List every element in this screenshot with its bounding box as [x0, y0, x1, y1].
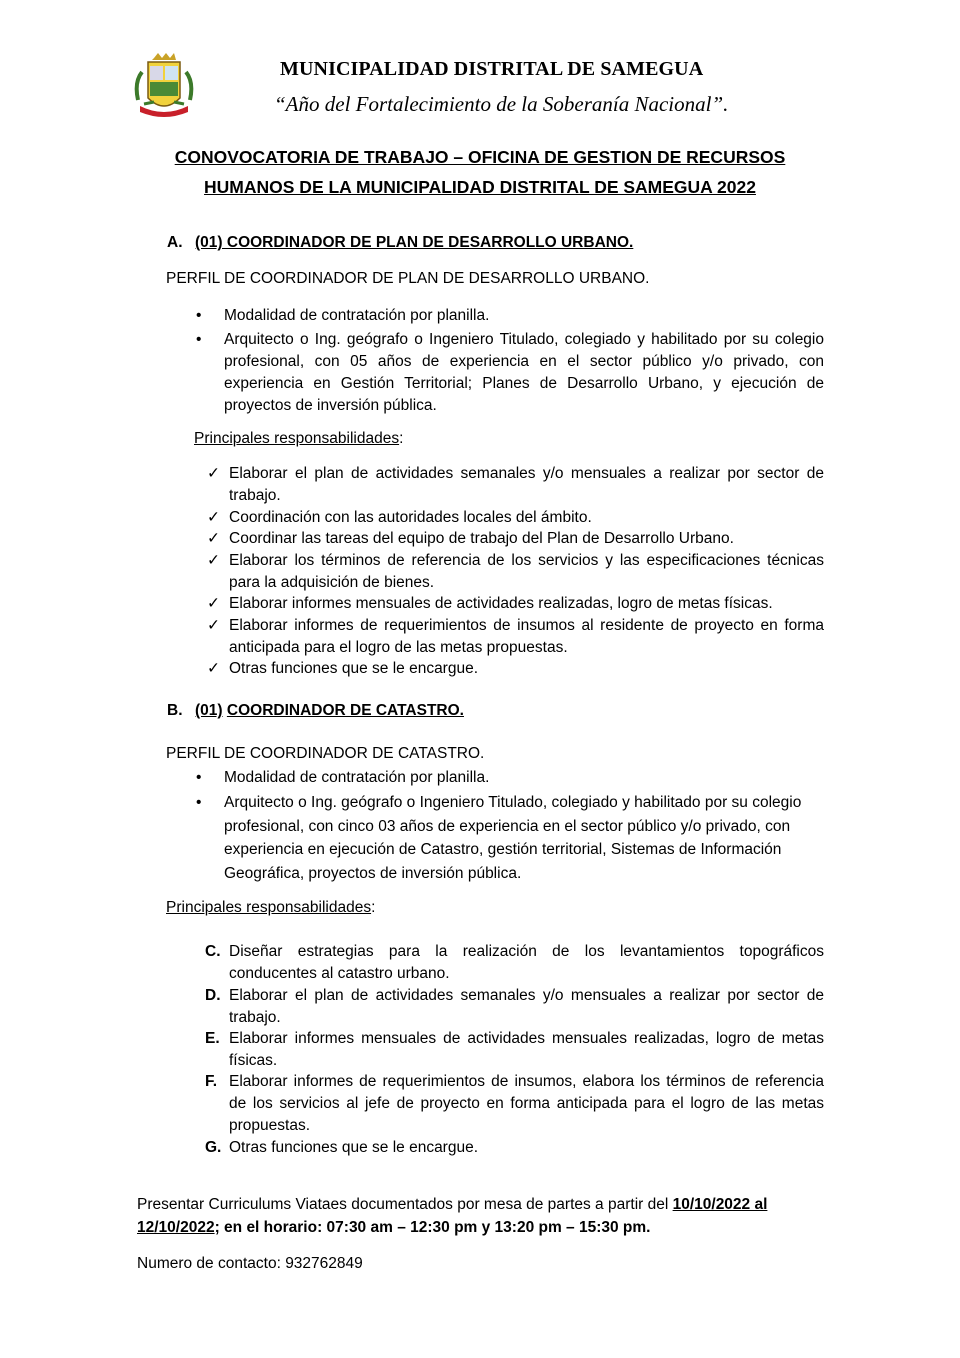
section-b-responsibility: F. Elaborar informes de requerimientos de insumos, elabora los términos de referencia de los servicios al jefe de proyecto en forma anticipada para el logro de las metas propuestas.: [205, 1073, 824, 1134]
page-title-line-2: HUMANOS DE LA MUNICIPALIDAD DISTRITAL DE SAMEGUA 2022: [204, 177, 756, 197]
check-icon: ✓: [207, 465, 220, 482]
section-a-bullet: • Arquitecto o Ing. geógrafo o Ingeniero Titulado, colegiado y habilitado por su colegio profesional, con 05 años de experiencia en el sector público y/o privado, con experiencia en Gestión Territorial; Planes de Desarrollo Urbano, y ejecución de proyectos de inversión pública.: [196, 331, 824, 414]
item-letter: F.: [205, 1073, 218, 1090]
header-motto: “Año del Fortalecimiento de la Soberanía Nacional”.: [274, 92, 729, 116]
section-b-number: (01): [195, 702, 223, 719]
section-b-bullet: • Modalidad de contratación por planilla.: [224, 767, 824, 789]
submission-dates: 10/10/2022 al 12/10/2022: [137, 1196, 768, 1236]
section-b-heading: [167, 702, 464, 720]
item-letter: C.: [205, 943, 221, 960]
section-a-responsibility: ✓ Otras funciones que se le encargue.: [229, 658, 824, 680]
item-letter: D.: [205, 987, 221, 1004]
section-b-responsibility: E. Elaborar informes mensuales de actividades mensuales realizadas, logro de metas físicas.: [205, 1030, 824, 1069]
section-b-responsibility: G. Otras funciones que se le encargue.: [229, 1137, 824, 1159]
section-a-responsibility: ✓ Coordinación con las autoridades locales del ámbito.: [229, 507, 824, 529]
section-a-resp-label: Principales responsabilidades:: [194, 430, 404, 447]
section-b-letter: B.: [167, 702, 183, 719]
check-icon: ✓: [207, 617, 220, 634]
bullet-icon: •: [196, 331, 202, 348]
section-a-letter: A.: [167, 234, 183, 251]
section-a-responsibility: ✓ Coordinar las tareas del equipo de trabajo del Plan de Desarrollo Urbano.: [229, 528, 824, 550]
section-b-resp-label: Principales responsabilidades:: [166, 899, 376, 916]
section-b-bullet: • Arquitecto o Ing. geógrafo o Ingeniero Titulado, colegiado y habilitado por su colegio profesional, con cinco 03 años de experiencia en el sector público y/o privado, con experiencia en ejecución de Catastro, gestión territorial, Sistemas de Información Geográfica, proyectos de inversión pública.: [224, 791, 824, 885]
section-a-responsibility: ✓ Elaborar el plan de actividades semanales y/o mensuales a realizar por sector de trabajo.: [207, 465, 824, 504]
section-a-profile: PERFIL DE COORDINADOR DE PLAN DE DESARROLLO URBANO.: [166, 270, 650, 287]
section-b-title: COORDINADOR DE CATASTRO.: [226, 702, 464, 719]
section-b-responsibility: C. Diseñar estrategias para la realización de los levantamientos topográficos conducentes al catastro urbano.: [205, 943, 824, 982]
section-a-heading: [167, 234, 633, 252]
check-icon: ✓: [207, 595, 220, 612]
header-title: MUNICIPALIDAD DISTRITAL DE SAMEGUA: [280, 58, 704, 80]
section-a-title: (01) COORDINADOR DE PLAN DE DESARROLLO URBANO.: [195, 234, 634, 251]
check-icon: ✓: [207, 552, 220, 569]
section-a-responsibility: ✓ Elaborar los términos de referencia de los servicios y las especificaciones técnicas para la adquisición de bienes.: [207, 552, 824, 591]
municipal-coat-of-arms-icon: [134, 52, 194, 122]
page-title: [120, 142, 840, 202]
submission-instructions: Presentar Curriculums Viataes documentados por mesa de partes a partir del 10/10/2022 al 12/10/2022; en el horario: 07:30 am – 12:30 pm y 13:20 pm – 15:30 pm.: [137, 1196, 768, 1236]
bullet-icon: •: [196, 307, 202, 324]
item-letter: E.: [205, 1030, 220, 1047]
contact-number: Numero de contacto: 932762849: [137, 1255, 363, 1272]
bullet-icon: •: [196, 769, 202, 786]
check-icon: ✓: [207, 530, 220, 547]
page-title-line-1: CONOVOCATORIA DE TRABAJO – OFICINA DE GESTION DE RECURSOS: [174, 147, 786, 167]
section-a-bullet: • Modalidad de contratación por planilla.: [224, 305, 824, 327]
bullet-icon: •: [196, 794, 202, 811]
section-a-responsibility: ✓ Elaborar informes mensuales de actividades realizadas, logro de metas físicas.: [229, 593, 824, 615]
section-b-profile: PERFIL DE COORDINADOR DE CATASTRO.: [166, 745, 485, 762]
section-a-responsibility: ✓ Elaborar informes de requerimientos de insumos al residente de proyecto en forma anticipada para el logro de las metas propuestas.: [207, 617, 824, 656]
check-icon: ✓: [207, 509, 220, 526]
check-icon: ✓: [207, 660, 220, 677]
submission-schedule: ; en el horario: 07:30 am – 12:30 pm y 13:20 pm – 15:30 pm.: [214, 1219, 651, 1236]
item-letter: G.: [205, 1139, 222, 1156]
section-b-responsibility: D. Elaborar el plan de actividades semanales y/o mensuales a realizar por sector de trabajo.: [205, 987, 824, 1026]
